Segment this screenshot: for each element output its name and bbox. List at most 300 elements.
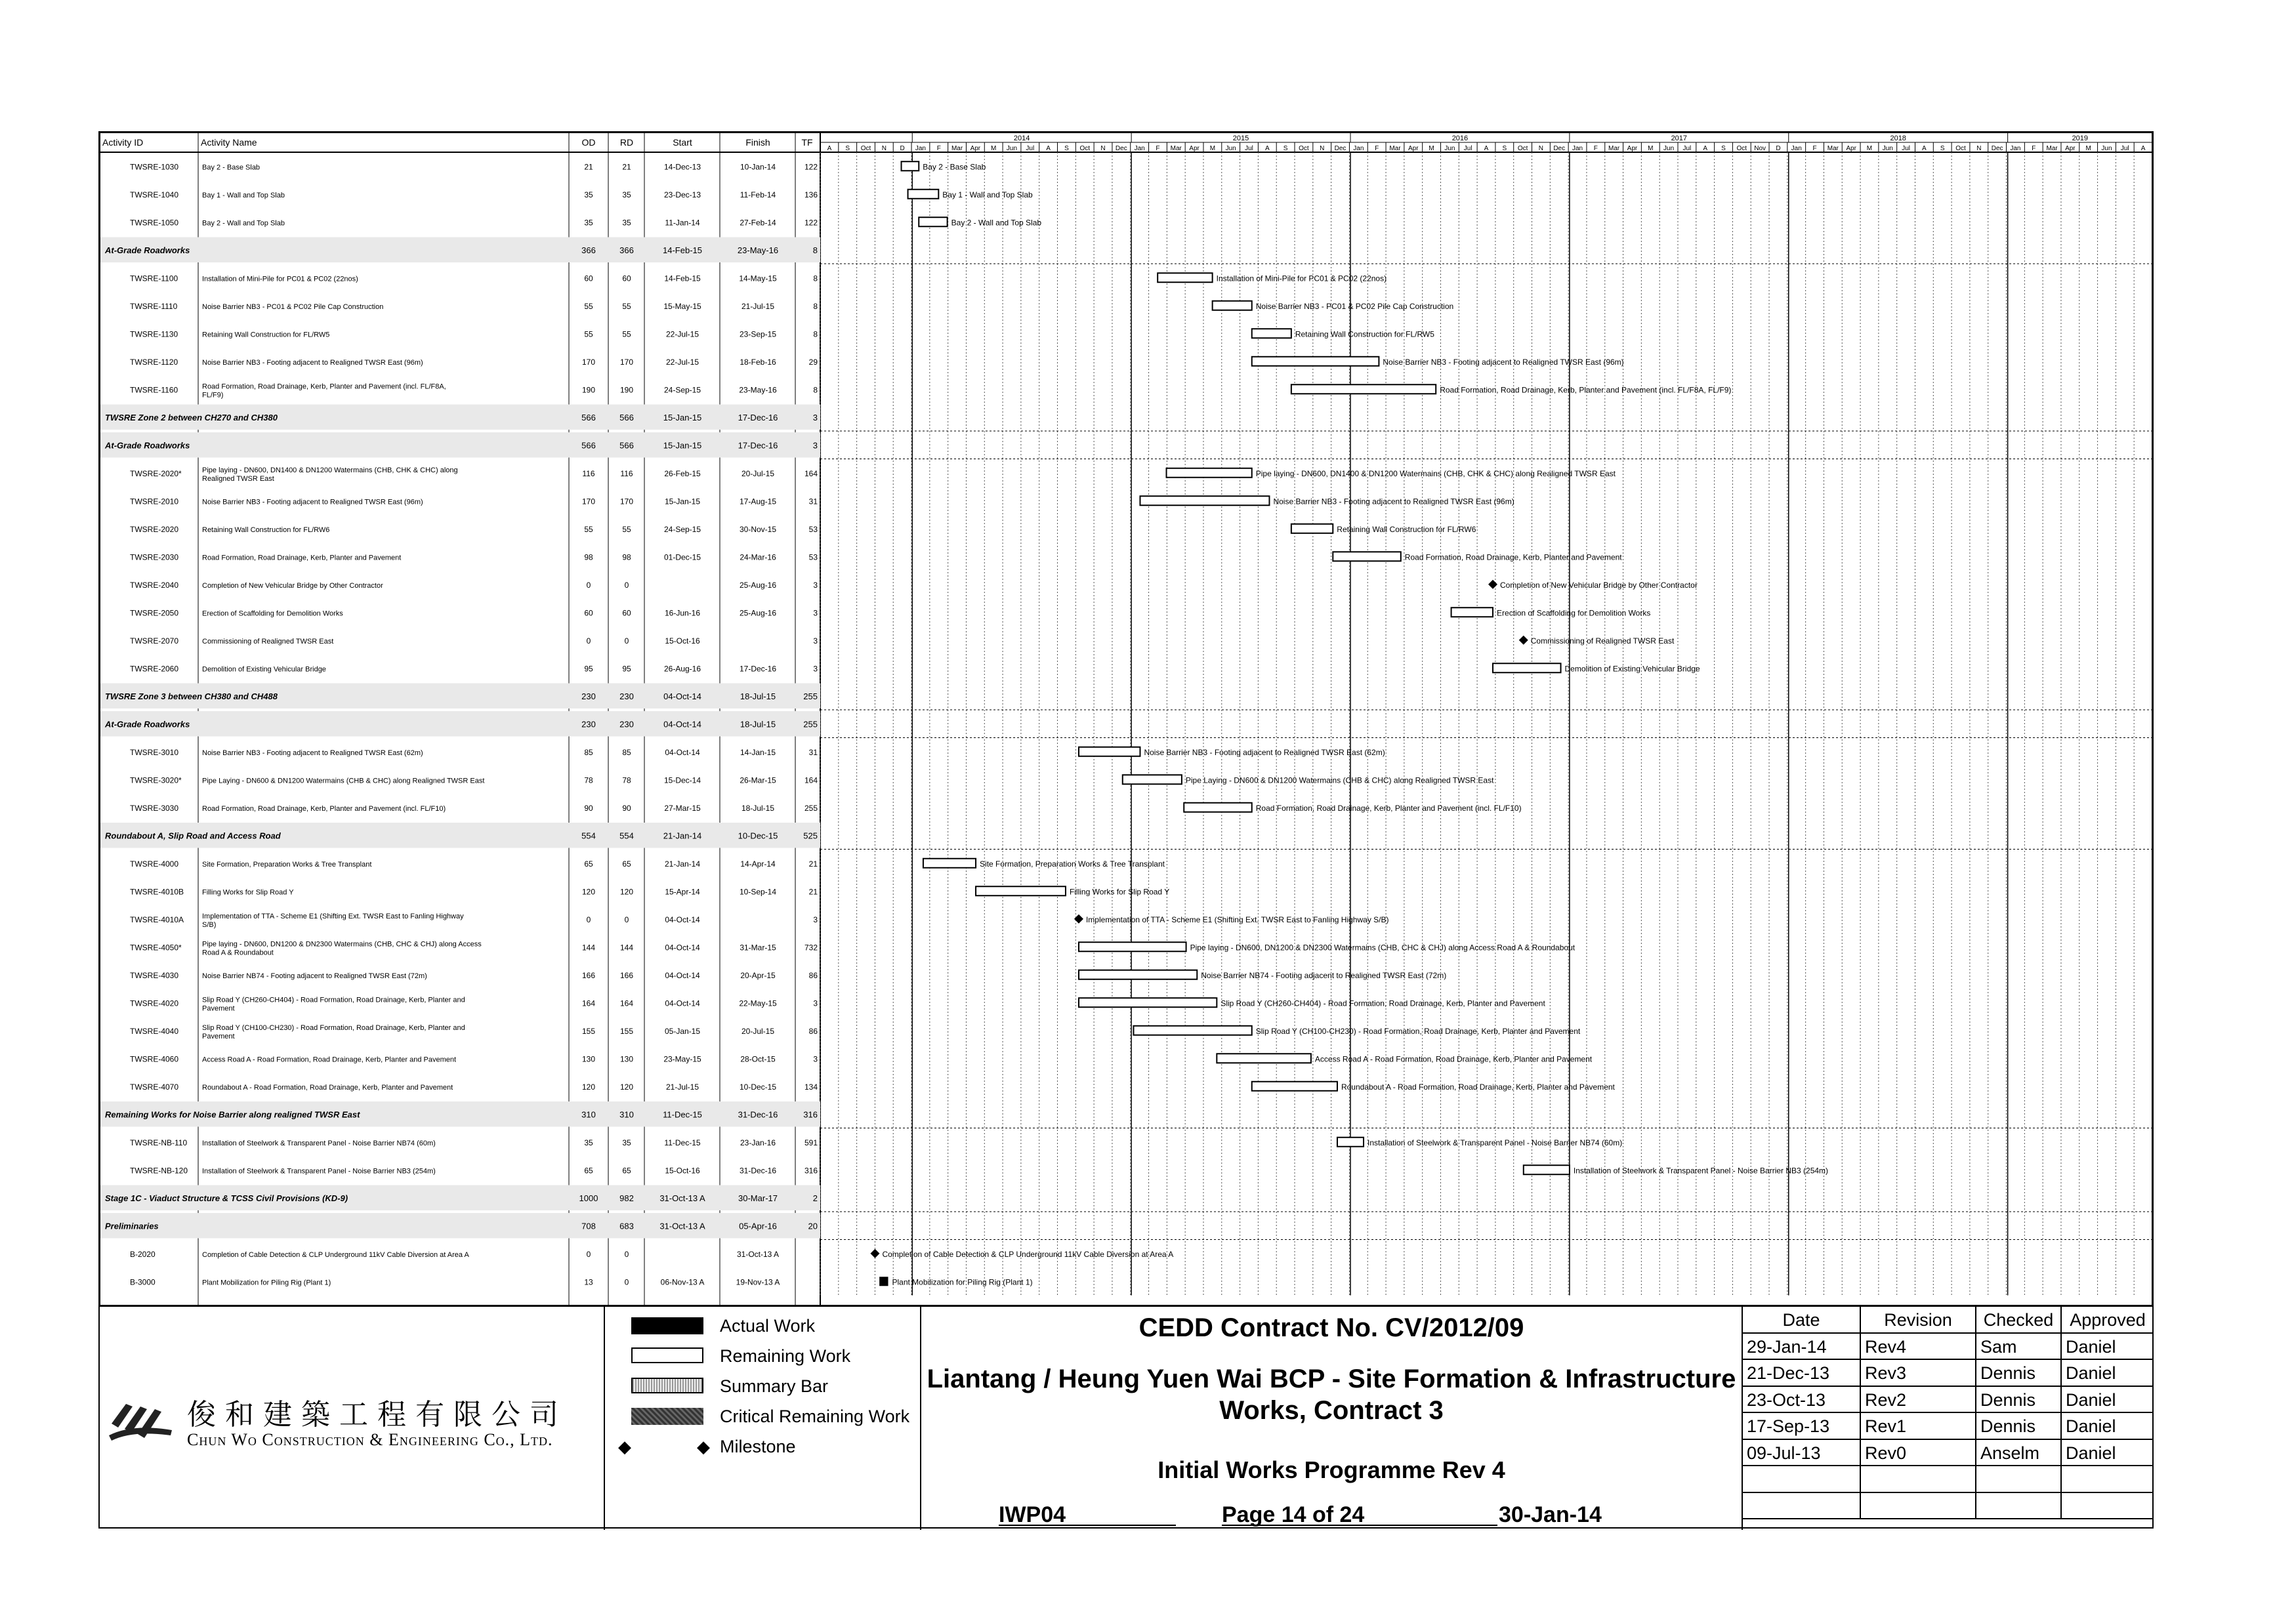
original-duration: 35 xyxy=(584,190,593,199)
revision-table xyxy=(1743,1307,2154,1530)
finish-date: 14-Apr-14 xyxy=(740,859,776,869)
finish-date: 18-Jul-15 xyxy=(741,803,775,813)
original-duration: 21 xyxy=(584,162,593,172)
activity-name: Implementation of TTA - Scheme E1 (Shifting Ext. TWSR East to Fanling Highway xyxy=(202,912,464,920)
year-label: 2017 xyxy=(1671,134,1688,142)
activity-id: TWSRE-1130 xyxy=(130,329,178,339)
original-duration: 144 xyxy=(581,943,596,953)
month-label: Mar xyxy=(1608,145,1620,152)
remaining-duration: 35 xyxy=(622,190,631,199)
remaining-duration: 65 xyxy=(622,859,631,869)
remaining-duration: 65 xyxy=(622,1166,631,1176)
month-label: Oct xyxy=(1955,145,1966,152)
finish-date: 17-Dec-16 xyxy=(739,664,777,674)
activity-name: Bay 2 - Wall and Top Slab xyxy=(202,219,285,228)
month-label: Oct xyxy=(1736,145,1747,152)
column-header-name: Activity Name xyxy=(201,137,257,148)
remaining-duration: 0 xyxy=(624,580,629,590)
activity-id: TWSRE-1100 xyxy=(130,274,178,283)
month-label: M xyxy=(1209,145,1216,152)
month-label: F xyxy=(2032,145,2036,152)
month-label: Jul xyxy=(1682,145,1692,152)
remaining-work-bar xyxy=(1252,329,1291,338)
start-date: 01-Dec-15 xyxy=(663,552,701,562)
activity-id: TWSRE-3030 xyxy=(130,803,179,813)
bar-label: Bay 1 - Wall and Top Slab xyxy=(942,190,1033,199)
month-label: Mar xyxy=(1170,145,1182,152)
total-float: 591 xyxy=(804,1138,818,1147)
column-header-rd: RD xyxy=(619,137,634,148)
total-float: 164 xyxy=(804,468,818,478)
month-label: Jul xyxy=(1245,145,1253,152)
remaining-work-bar xyxy=(908,190,939,199)
activity-name: Pipe Laying - DN600 & DN1200 Watermains (CHB & CHC) along Realigned TWSR East xyxy=(202,777,485,785)
total-float: 525 xyxy=(803,831,818,841)
month-label: Apr xyxy=(1627,145,1638,152)
start-date: 31-Oct-13 A xyxy=(659,1221,705,1231)
column-header-finish: Finish xyxy=(745,137,770,148)
finish-date: 17-Dec-16 xyxy=(738,412,778,422)
revision-cell xyxy=(2062,1466,2154,1493)
month-label: D xyxy=(1776,145,1781,152)
activity-id: TWSRE-2040 xyxy=(130,580,179,590)
month-label: Jul xyxy=(1902,145,1910,152)
activity-name: Access Road A - Road Formation, Road Drainage, Kerb, Planter and Pavement xyxy=(202,1056,457,1064)
project-title-line2: Works, Contract 3 xyxy=(1219,1396,1444,1425)
activity-id: B-3000 xyxy=(130,1277,156,1287)
original-duration: 60 xyxy=(584,274,593,283)
remaining-duration: 683 xyxy=(619,1221,634,1231)
month-label: Jan xyxy=(1134,145,1145,152)
finish-date: 18-Jul-15 xyxy=(740,719,776,729)
activity-id: TWSRE-4010A xyxy=(130,914,184,924)
month-label: M xyxy=(991,145,997,152)
month-label: S xyxy=(845,145,850,152)
finish-date: 30-Nov-15 xyxy=(739,524,777,534)
remaining-duration: 0 xyxy=(624,1277,629,1287)
month-label: Jan xyxy=(1572,145,1583,152)
bar-label: Bay 2 - Wall and Top Slab xyxy=(951,218,1042,228)
month-label: N xyxy=(1976,145,1982,152)
revision-cell xyxy=(2062,1493,2154,1520)
activity-name: Road Formation, Road Drainage, Kerb, Planter and Pavement (incl. FL/F10) xyxy=(202,804,446,813)
remaining-work-bar xyxy=(1337,1138,1364,1147)
total-float: 316 xyxy=(804,1166,818,1176)
remaining-work-bar xyxy=(902,161,919,171)
finish-date: 05-Apr-16 xyxy=(739,1221,777,1231)
year-label: 2016 xyxy=(1451,134,1469,142)
original-duration: 230 xyxy=(581,691,596,701)
activity-name: Site Formation, Preparation Works & Tree Transplant xyxy=(202,860,372,869)
total-float: 8 xyxy=(813,385,818,395)
company-chinese: 俊和建築工程有限公司 xyxy=(187,1398,568,1431)
original-duration: 90 xyxy=(584,803,593,813)
bar-label: Road Formation, Road Drainage, Kerb, Planter and Pavement (incl. FL/F10) xyxy=(1255,803,1522,813)
activity-name: Completion of New Vehicular Bridge by Other Contractor xyxy=(202,581,383,590)
activity-name: Retaining Wall Construction for FL/RW5 xyxy=(202,331,330,339)
activity-name: Noise Barrier NB3 - Footing adjacent to Realigned TWSR East (62m) xyxy=(202,749,423,757)
month-label: Jan xyxy=(2010,145,2021,152)
start-date: 04-Oct-14 xyxy=(663,691,701,701)
activity-name: Road Formation, Road Drainage, Kerb, Planter and Pavement xyxy=(202,554,402,562)
activity-name: Noise Barrier NB74 - Footing adjacent to Realigned TWSR East (72m) xyxy=(202,972,427,980)
remaining-duration: 120 xyxy=(619,1082,634,1092)
month-label: A xyxy=(1264,145,1270,152)
original-duration: 0 xyxy=(586,636,591,646)
total-float: 3 xyxy=(813,636,818,646)
bar-label: Slip Road Y (CH100-CH230) - Road Formation, Road Drainage, Kerb, Planter and Pavement xyxy=(1255,1026,1581,1036)
activity-id: TWSRE-2030 xyxy=(130,552,179,562)
finish-date: 18-Jul-15 xyxy=(740,691,776,701)
start-date: 14-Dec-13 xyxy=(663,162,701,172)
activity-id: TWSRE-1120 xyxy=(130,357,178,367)
activity-name: Bay 2 - Base Slab xyxy=(202,163,261,172)
start-date: 15-Oct-16 xyxy=(665,1166,700,1176)
remaining-work-bar xyxy=(919,217,947,226)
revision-cell: Sam xyxy=(1976,1334,2062,1361)
finish-date: 31-Mar-15 xyxy=(740,943,776,953)
original-duration: 166 xyxy=(581,970,596,980)
revision-cell: 29-Jan-14 xyxy=(1743,1334,1861,1361)
legend-milestone-label: Milestone xyxy=(720,1437,796,1456)
remaining-duration: 55 xyxy=(622,301,631,311)
finish-date: 23-May-16 xyxy=(739,385,777,395)
month-label: Jun xyxy=(2101,145,2112,152)
total-float: 53 xyxy=(808,552,818,562)
start-date: 11-Dec-15 xyxy=(664,1138,701,1147)
original-duration: 116 xyxy=(582,468,595,478)
original-duration: 55 xyxy=(584,329,593,339)
month-label: Oct xyxy=(1079,145,1091,152)
remaining-work-bar xyxy=(1252,1082,1337,1091)
activity-name: Noise Barrier NB3 - PC01 & PC02 Pile Cap Construction xyxy=(202,302,384,311)
milestone-label: Completion of New Vehicular Bridge by Other Contractor xyxy=(1500,580,1698,590)
remaining-duration: 130 xyxy=(619,1054,634,1064)
column-header-id: Activity ID xyxy=(102,137,144,148)
original-duration: 120 xyxy=(581,1082,596,1092)
remaining-duration: 166 xyxy=(619,970,634,980)
remaining-duration: 554 xyxy=(619,831,634,841)
finish-date: 25-Aug-16 xyxy=(739,608,777,618)
activity-id: TWSRE-1050 xyxy=(130,218,179,228)
finish-date: 27-Feb-14 xyxy=(740,218,776,228)
activity-name: Commissioning of Realigned TWSR East xyxy=(202,637,334,646)
bar-label: Retaining Wall Construction for FL/RW5 xyxy=(1295,329,1434,339)
month-label: Dec xyxy=(1991,145,2003,152)
original-duration: 35 xyxy=(584,218,593,228)
remaining-work-bar xyxy=(976,886,1066,895)
month-label: Mar xyxy=(951,145,963,152)
total-float: 53 xyxy=(808,524,818,534)
total-float: 255 xyxy=(804,803,818,813)
activity-name-cont: Pavement xyxy=(202,1032,235,1040)
original-duration: 95 xyxy=(584,664,593,674)
remaining-duration: 0 xyxy=(624,914,629,924)
month-label: Apr xyxy=(1846,145,1856,152)
activity-name: Installation of Steelwork & Transparent Panel - Noise Barrier NB3 (254m) xyxy=(202,1167,436,1176)
finish-date: 11-Feb-14 xyxy=(740,190,776,199)
remaining-work-bar xyxy=(1079,942,1186,951)
revision-header-cell: Approved xyxy=(2062,1307,2154,1334)
total-float: 20 xyxy=(808,1221,818,1231)
finish-date: 19-Nov-13 A xyxy=(736,1277,780,1287)
programme-code: IWP04 xyxy=(999,1502,1066,1527)
activity-name: Demolition of Existing Vehicular Bridge xyxy=(202,665,326,674)
activity-id: TWSRE-4030 xyxy=(130,970,179,980)
total-float: 3 xyxy=(813,664,818,674)
summary-name: Roundabout A, Slip Road and Access Road xyxy=(105,831,281,841)
remaining-duration: 0 xyxy=(624,1249,629,1259)
month-label: A xyxy=(827,145,832,152)
finish-date: 22-May-15 xyxy=(739,998,777,1008)
bar-label: Noise Barrier NB3 - PC01 & PC02 Pile Cap Construction xyxy=(1255,301,1454,311)
finish-date: 14-Jan-15 xyxy=(740,747,776,757)
remaining-duration: 310 xyxy=(619,1109,634,1120)
summary-name: Preliminaries xyxy=(105,1221,159,1231)
month-label: Nov xyxy=(1754,145,1766,152)
month-label: S xyxy=(1721,145,1726,152)
total-float: 3 xyxy=(813,580,818,590)
bar-label: Retaining Wall Construction for FL/RW6 xyxy=(1337,524,1476,534)
remaining-duration: 98 xyxy=(622,552,631,562)
remaining-duration: 60 xyxy=(622,608,631,618)
activity-id: TWSRE-1030 xyxy=(130,162,179,172)
activity-name-cont: FL/F9) xyxy=(202,391,224,400)
month-label: Mar xyxy=(2046,145,2058,152)
legend-remaining-swatch xyxy=(631,1347,703,1363)
start-date: 04-Oct-14 xyxy=(663,719,701,729)
remaining-duration: 566 xyxy=(619,412,634,422)
start-date: 24-Sep-15 xyxy=(663,385,701,395)
finish-date: 18-Feb-16 xyxy=(740,357,776,367)
activity-name: Road Formation, Road Drainage, Kerb, Planter and Pavement (incl. FL/F8A, xyxy=(202,382,446,391)
total-float: 3 xyxy=(812,412,818,422)
total-float: 316 xyxy=(803,1109,818,1120)
remaining-work-bar xyxy=(1252,357,1379,366)
month-label: F xyxy=(1375,145,1379,152)
bar-label: Access Road A - Road Formation, Road Drainage, Kerb, Planter and Pavement xyxy=(1314,1054,1593,1064)
activity-id: TWSRE-1040 xyxy=(130,190,179,199)
total-float: 86 xyxy=(808,1026,818,1036)
gantt-chart xyxy=(100,133,2155,1307)
milestone-icon xyxy=(1074,914,1083,924)
revision-cell xyxy=(1743,1493,1861,1520)
total-float: 255 xyxy=(803,719,818,729)
original-duration: 708 xyxy=(581,1221,596,1231)
month-label: A xyxy=(2140,145,2146,152)
activity-name-cont: S/B) xyxy=(202,920,217,929)
activity-name: Installation of Mini-Pile for PC01 & PC02 (22nos) xyxy=(202,275,358,283)
revision-cell xyxy=(1976,1493,2062,1520)
original-duration: 164 xyxy=(581,998,596,1008)
activity-name: Pipe laying - DN600, DN1400 & DN1200 Watermains (CHB, CHK & CHC) along xyxy=(202,466,458,474)
year-label: 2014 xyxy=(1013,134,1030,142)
remaining-work-bar xyxy=(1133,1026,1251,1035)
start-date: 04-Oct-14 xyxy=(665,970,700,980)
month-label: Apr xyxy=(1189,145,1200,152)
legend-critical-label: Critical Remaining Work xyxy=(720,1407,910,1426)
total-float: 2 xyxy=(812,1193,818,1203)
finish-date: 31-Dec-16 xyxy=(738,1109,778,1120)
month-label: A xyxy=(1484,145,1489,152)
original-duration: 60 xyxy=(584,608,593,618)
column-header-od: OD xyxy=(581,137,596,148)
bar-label: Installation of Steelwork & Transparent Panel - Noise Barrier NB74 (60m) xyxy=(1367,1138,1623,1147)
start-date: 21-Jan-14 xyxy=(663,831,702,841)
month-label: N xyxy=(881,145,887,152)
summary-row-bg xyxy=(100,432,820,458)
remaining-work-bar xyxy=(1123,775,1182,784)
month-label: Apr xyxy=(970,145,981,152)
month-label: Mar xyxy=(1827,145,1839,152)
revision-cell: Dennis xyxy=(1976,1387,2062,1414)
start-date: 26-Aug-16 xyxy=(663,664,701,674)
activity-id: TWSRE-1160 xyxy=(130,385,178,395)
activity-id: TWSRE-3020* xyxy=(130,775,182,785)
total-float: 136 xyxy=(804,190,818,199)
remaining-work-bar xyxy=(1079,970,1197,979)
finish-date: 17-Aug-15 xyxy=(739,497,777,506)
month-label: Jul xyxy=(1463,145,1472,152)
total-float: 29 xyxy=(808,357,818,367)
start-date: 21-Jul-15 xyxy=(665,1082,699,1092)
legend-summary-label: Summary Bar xyxy=(720,1376,829,1396)
original-duration: 78 xyxy=(584,775,593,785)
month-label: Apr xyxy=(2065,145,2076,152)
original-duration: 155 xyxy=(581,1026,596,1036)
start-date: 27-Mar-15 xyxy=(664,803,701,813)
bar-label: Site Formation, Preparation Works & Tree Transplant xyxy=(980,859,1165,869)
month-label: S xyxy=(1940,145,1945,152)
total-float: 31 xyxy=(808,497,818,506)
revision-cell: 09-Jul-13 xyxy=(1743,1440,1861,1467)
activity-id: TWSRE-4010B xyxy=(130,887,184,897)
summary-name: At-Grade Roadworks xyxy=(105,719,190,729)
activity-name: Noise Barrier NB3 - Footing adjacent to Realigned TWSR East (96m) xyxy=(202,358,423,367)
remaining-work-bar xyxy=(1291,384,1436,394)
month-label: Oct xyxy=(1517,145,1528,152)
remaining-duration: 35 xyxy=(622,1138,631,1147)
total-float: 21 xyxy=(808,859,818,869)
original-duration: 55 xyxy=(584,524,593,534)
bar-label: Installation of Steelwork & Transparent Panel - Noise Barrier NB3 (254m) xyxy=(1573,1166,1829,1176)
print-date: 30-Jan-14 xyxy=(1499,1502,1602,1527)
finish-date: 20-Jul-15 xyxy=(741,468,775,478)
remaining-duration: 55 xyxy=(622,329,631,339)
remaining-work-bar xyxy=(1291,524,1333,533)
remaining-work-bar xyxy=(923,859,976,868)
remaining-duration: 164 xyxy=(619,998,634,1008)
actual-work-bar xyxy=(879,1277,888,1286)
start-date: 06-Nov-13 A xyxy=(660,1277,705,1287)
bar-label: Pipe laying - DN600, DN1200 & DN2300 Watermains (CHB, CHC & CHJ) along Access Road A & Roundabout xyxy=(1190,943,1576,953)
original-duration: 170 xyxy=(581,357,596,367)
month-label: Apr xyxy=(1408,145,1419,152)
revision-cell xyxy=(1976,1466,2062,1493)
page-number: Page 14 of 24 xyxy=(1222,1502,1365,1527)
activity-id: B-2020 xyxy=(130,1249,156,1259)
remaining-work-bar xyxy=(1451,607,1493,617)
month-label: S xyxy=(1283,145,1288,152)
finish-date: 30-Mar-17 xyxy=(738,1193,778,1203)
month-label: Jul xyxy=(2120,145,2129,152)
total-float: 8 xyxy=(812,245,818,255)
project-title-line1: Liantang / Heung Yuen Wai BCP - Site Formation & Infrastructure xyxy=(927,1365,1736,1393)
remaining-work-bar xyxy=(1524,1165,1570,1174)
remaining-work-bar xyxy=(1213,301,1252,310)
month-label: F xyxy=(1593,145,1598,152)
bar-label: Bay 2 - Base Slab xyxy=(923,162,986,172)
total-float: 122 xyxy=(804,162,818,172)
revision-cell: Daniel xyxy=(2062,1387,2154,1414)
activity-name: Erection of Scaffolding for Demolition Works xyxy=(202,609,343,618)
month-label: F xyxy=(1156,145,1160,152)
bar-label: Road Formation, Road Drainage, Kerb, Planter and Pavement (incl. FL/F8A, FL/F9) xyxy=(1440,385,1732,395)
month-label: Dec xyxy=(1115,145,1127,152)
activity-id: TWSRE-3010 xyxy=(130,747,179,757)
activity-id: TWSRE-1110 xyxy=(130,301,178,311)
total-float: 122 xyxy=(804,218,818,228)
month-label: Jun xyxy=(1225,145,1236,152)
total-float: 8 xyxy=(813,274,818,283)
legend-summary-swatch xyxy=(631,1378,703,1393)
revision-cell: Rev2 xyxy=(1861,1387,1976,1414)
bar-label: Noise Barrier NB3 - Footing adjacent to Realigned TWSR East (96m) xyxy=(1383,357,1624,367)
activity-id: TWSRE-2070 xyxy=(130,636,179,646)
original-duration: 566 xyxy=(581,440,596,451)
month-label: S xyxy=(1064,145,1069,152)
remaining-duration: 35 xyxy=(622,218,631,228)
summary-name: At-Grade Roadworks xyxy=(105,440,190,451)
month-label: Jun xyxy=(1006,145,1018,152)
month-label: N xyxy=(1100,145,1106,152)
revision-cell: Rev4 xyxy=(1861,1334,1976,1361)
summary-name: Remaining Works for Noise Barrier along realigned TWSR East xyxy=(105,1109,360,1120)
finish-date: 31-Dec-16 xyxy=(739,1166,777,1176)
month-label: Jun xyxy=(1444,145,1455,152)
summary-row-bg xyxy=(100,711,820,737)
start-date: 21-Jan-14 xyxy=(664,859,701,869)
original-duration: 13 xyxy=(584,1277,593,1287)
activity-name: Slip Road Y (CH100-CH230) - Road Formation, Road Drainage, Kerb, Planter and xyxy=(202,1023,465,1032)
summary-name: TWSRE Zone 2 between CH270 and CH380 xyxy=(105,412,278,422)
contract-number: CEDD Contract No. CV/2012/09 xyxy=(1138,1313,1524,1342)
activity-name: Filling Works for Slip Road Y xyxy=(202,888,294,897)
remaining-work-bar xyxy=(1493,663,1561,672)
month-label: F xyxy=(1812,145,1817,152)
finish-date: 14-May-15 xyxy=(739,274,777,283)
activity-name-cont: Road A & Roundabout xyxy=(202,949,274,957)
remaining-duration: 366 xyxy=(619,245,634,255)
activity-name-cont: Pavement xyxy=(202,1004,235,1013)
remaining-work-bar xyxy=(1167,468,1252,478)
original-duration: 0 xyxy=(586,580,591,590)
finish-date: 23-May-16 xyxy=(737,245,779,255)
start-date: 14-Feb-15 xyxy=(664,274,701,283)
summary-name: TWSRE Zone 3 between CH380 and CH488 xyxy=(105,691,278,701)
revision-header-cell: Checked xyxy=(1976,1307,2062,1334)
original-duration: 170 xyxy=(581,497,596,506)
month-label: M xyxy=(1648,145,1654,152)
year-label: 2018 xyxy=(1890,134,1906,142)
remaining-duration: 170 xyxy=(619,357,634,367)
month-label: Jan xyxy=(1791,145,1802,152)
month-label: Jun xyxy=(1882,145,1893,152)
revision-cell: 21-Dec-13 xyxy=(1743,1360,1861,1387)
remaining-duration: 0 xyxy=(624,636,629,646)
remaining-duration: 982 xyxy=(619,1193,634,1203)
month-label: M xyxy=(2085,145,2091,152)
